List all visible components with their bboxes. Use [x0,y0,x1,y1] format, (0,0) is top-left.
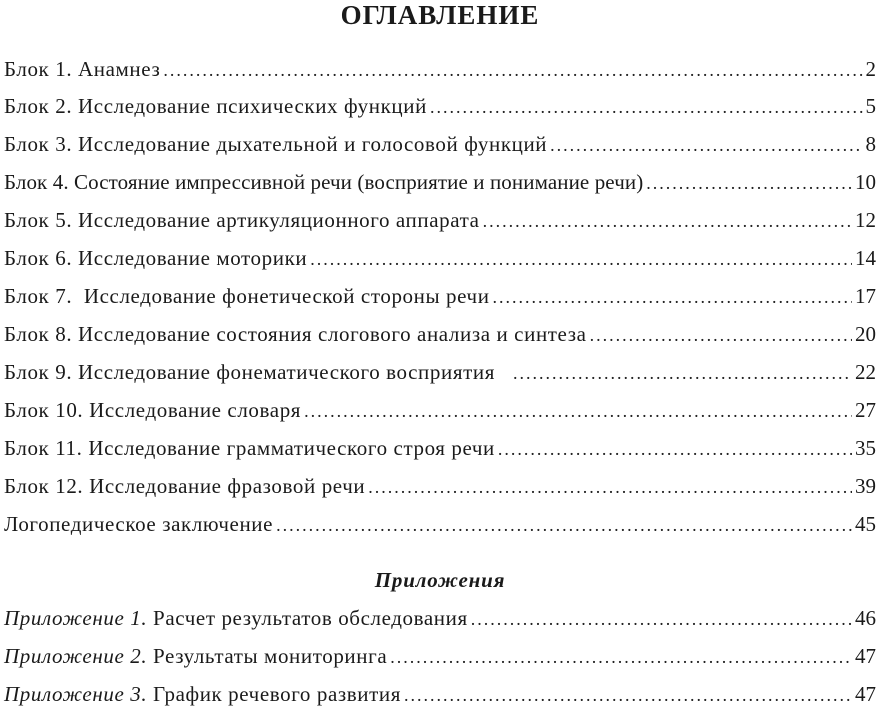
dot-leader [368,470,852,504]
toc-appendix-label [4,639,387,673]
toc-page-number: 45 [855,512,876,536]
appendix-title: Результаты мониторинга [153,644,388,668]
toc-entry-label: Блок 9. Исследование фонематического восприятия [4,360,495,384]
toc-entry-label: Блок 1. Анамнез [4,57,161,81]
toc-entry-block-6 [4,241,876,275]
toc-entry-label: Блок 2. Исследование психических функций [4,94,427,118]
toc-page-number: 47 [855,682,876,706]
toc-page-number: 22 [855,360,876,384]
toc-entry-label: Блок 11. Исследование грамматического строя речи [4,436,495,460]
toc-entry-label: Логопедическое заключение [4,512,274,536]
dot-leader [310,242,852,276]
dot-leader [550,128,862,162]
dot-leader [646,166,852,200]
toc-entry-block-4 [4,165,876,199]
toc-page-number: 2 [865,57,876,81]
toc-entry-label: Блок 10. Исследование словаря [4,398,302,422]
toc-entry-block-5 [4,203,876,237]
toc-appendix-label [4,601,468,635]
toc-entry-label: Блок 4. Состояние импрессивной речи (восприятие и понимание речи) [4,170,644,194]
toc-page-number: 14 [855,246,876,270]
toc-appendix-3 [4,677,876,711]
dot-leader [471,602,852,636]
dot-leader [483,204,852,238]
toc-page-number: 27 [855,398,876,422]
toc-page-number: 47 [855,644,876,668]
dot-leader [276,508,852,542]
dot-leader [390,640,852,674]
appendix-title: Расчет результатов обследования [153,606,468,630]
toc-entry-label: Блок 3. Исследование дыхательной и голосовой функций [4,132,548,156]
toc-appendix-1 [4,601,876,635]
toc-appendix-label [4,677,401,711]
toc-entry-block-11 [4,431,876,465]
dot-leader [513,356,852,390]
toc-entry-label: Блок 7. Исследование фонетической стороны речи [4,284,490,308]
toc-entry-block-1 [4,52,876,86]
toc-entry-block-12 [4,469,876,503]
appendices-heading: Приложения [374,568,506,592]
toc-page-number: 39 [855,474,876,498]
page-title: ОГЛАВЛЕНИЕ [340,0,540,30]
dot-leader [498,432,852,466]
toc-appendix-2 [4,639,876,673]
toc-entry-conclusion [4,507,876,541]
toc-page-number: 12 [855,208,876,232]
appendix-prefix: Приложение 3. [4,682,148,706]
toc-entry-block-8 [4,317,876,351]
appendix-prefix: Приложение 1. [4,606,148,630]
dot-leader [430,90,863,124]
dot-leader [404,678,852,712]
toc-page-number: 5 [865,94,876,118]
toc-entry-block-3 [4,127,876,161]
toc-page-number: 10 [855,170,876,194]
toc-entry-block-7 [4,279,876,313]
appendix-title: График речевого развития [153,682,402,706]
toc-entry-label: Блок 5. Исследование артикуляционного аппарата [4,208,480,232]
toc-entry-label: Блок 8. Исследование состояния слогового анализа и синтеза [4,322,587,346]
dot-leader [590,318,852,352]
dot-leader [163,53,862,87]
toc-entry-block-9 [4,355,876,389]
toc-entry-label: Блок 12. Исследование фразовой речи [4,474,366,498]
dot-leader [493,280,852,314]
dot-leader [304,394,852,428]
toc-entry-block-10 [4,393,876,427]
toc-page-number: 46 [855,606,876,630]
toc-page-number: 8 [865,132,876,156]
toc-page-number: 20 [855,322,876,346]
toc-page-number: 17 [855,284,876,308]
toc-entry-label: Блок 6. Исследование моторики [4,246,308,270]
toc-entry-block-2 [4,89,876,123]
appendix-prefix: Приложение 2. [4,644,148,668]
toc-page-number: 35 [855,436,876,460]
